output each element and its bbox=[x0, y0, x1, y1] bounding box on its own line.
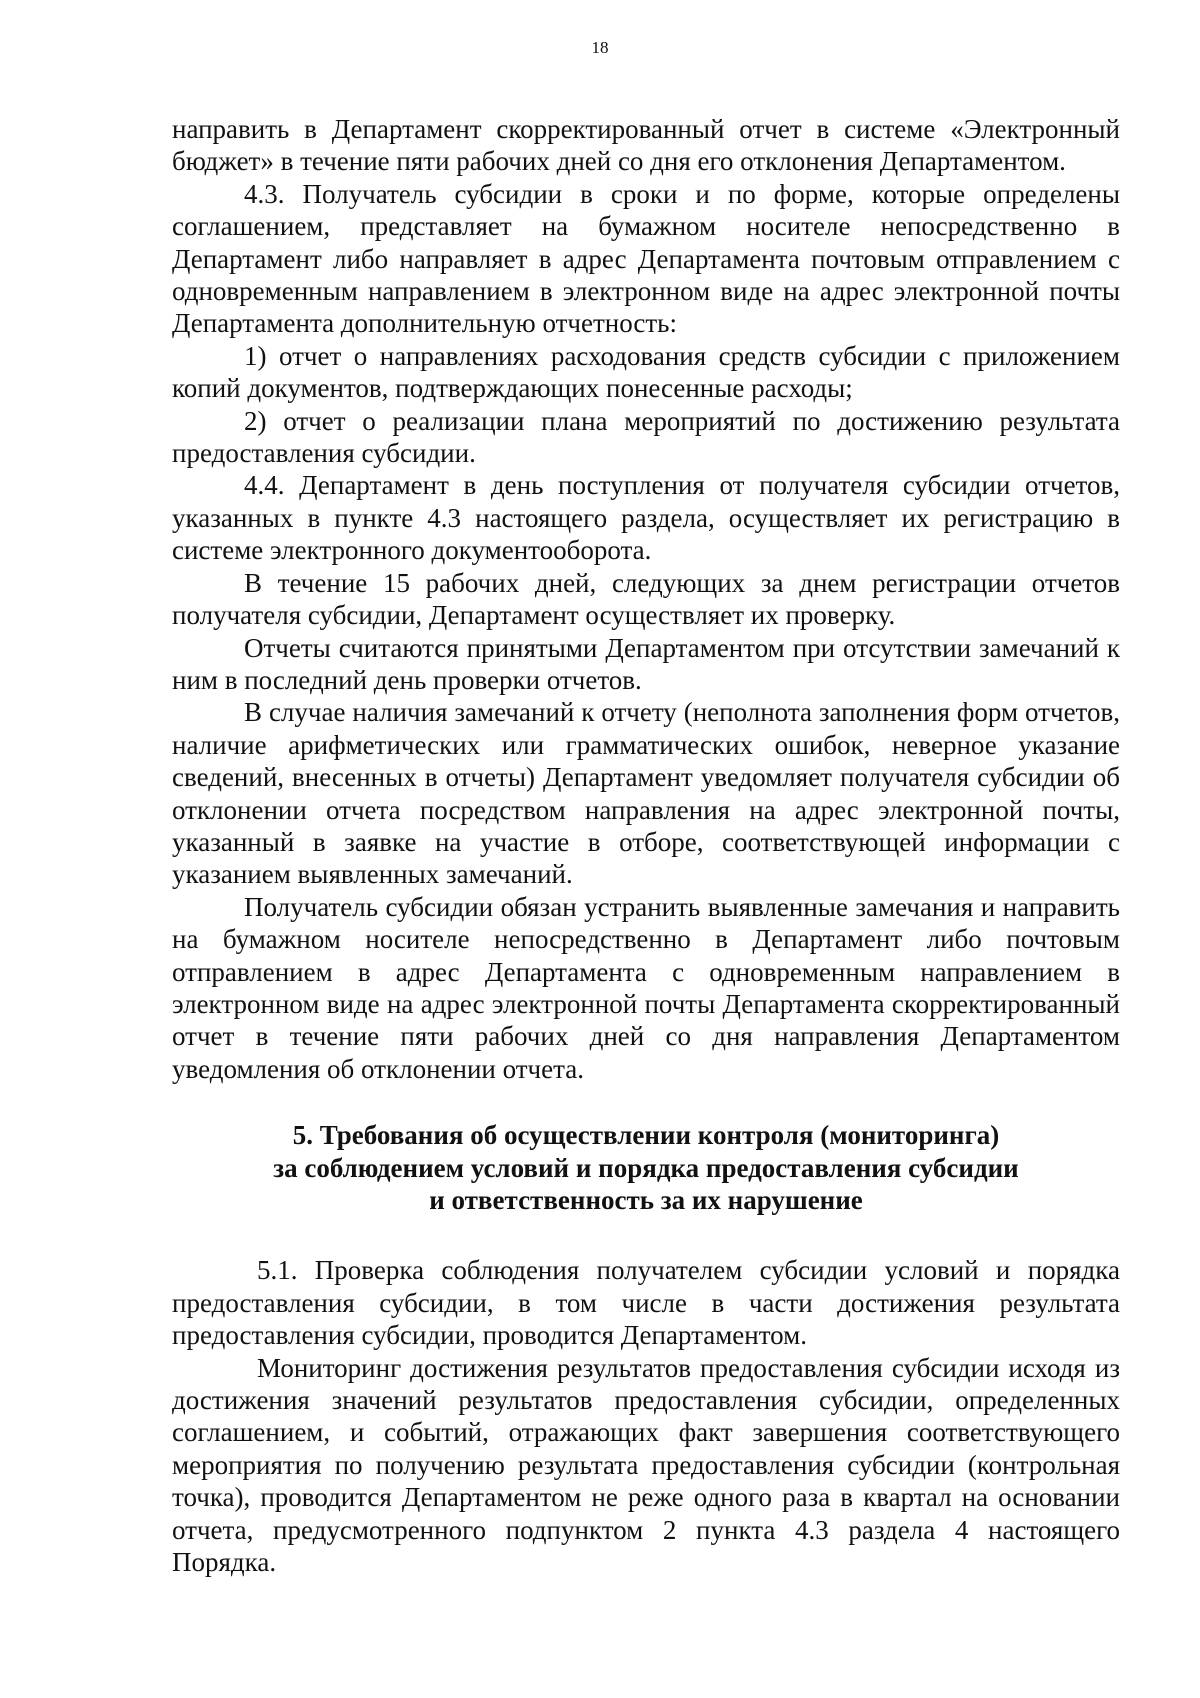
document-body bbox=[172, 113, 1120, 1578]
paragraph-5-1: 5.1. Проверка соблюдения получателем субсидии условий и порядка предоставления субсидии, в том числе в части достижения результата предоставления субсидии, проводится Департаментом. bbox=[172, 1255, 1120, 1351]
paragraph-4-3-item-2: 2) отчет о реализации плана мероприятий по достижению результата предоставления субсидии. bbox=[172, 405, 1120, 469]
paragraph-4-3-item-1: 1) отчет о направлениях расходования средств субсидии с приложением копий документов, подтверждающих понесенные расходы; bbox=[172, 340, 1120, 404]
paragraph-4-4: 4.4. Департамент в день поступления от получателя субсидии отчетов, указанных в пункте 4.3 настоящего раздела, осуществляет их регистрацию в системе электронного документооборота. bbox=[172, 470, 1120, 566]
paragraph-reports-accepted: Отчеты считаются принятыми Департаментом при отсутствии замечаний к ним в последний день проверки отчетов. bbox=[172, 632, 1120, 695]
paragraph-remarks: В случае наличия замечаний к отчету (неполнота заполнения форм отчетов, наличие арифметических или грамматических ошибок, неверное указание сведений, внесенных в отчеты) Департамент уведомляет получателя субсидии об отклонении отчета посредством направления на адрес электронной почты, указанный в заявке на участие в отборе, соответствующей информации с указанием выявленных замечаний. bbox=[172, 697, 1120, 890]
paragraph-review-period: В течение 15 рабочих дней, следующих за днем регистрации отчетов получателя субсидии, Департамент осуществляет их проверку. bbox=[172, 567, 1120, 631]
paragraph-continuation: направить в Департамент скорректированный отчет в системе «Электронный бюджет» в течение пяти рабочих дней со дня его отклонения Департаментом. bbox=[172, 114, 1120, 177]
section-5-heading bbox=[172, 1119, 1120, 1216]
paragraph-monitoring: Мониторинг достижения результатов предоставления субсидии исходя из достижения значений результатов предоставления субсидии, определенных соглашением, и событий, отражающих факт завершения соответствующего мероприятия по получению результата предоставления субсидии (контрольная точка), проводится Департаментом не реже одного раза в квартал на основании отчета, предусмотренного подпунктом 2 пункта 4.3 раздела 4 настоящего Порядка. bbox=[172, 1352, 1120, 1578]
section-heading-line: и ответственность за их нарушение bbox=[429, 1185, 863, 1215]
paragraph-4-3: 4.3. Получатель субсидии в сроки и по форме, которые определены соглашением, представляет на бумажном носителе непосредственно в Департамент либо направляет в адрес Департамента почтовым отправлением с одновременным направлением в электронном виде на адрес электронной почты Департамента дополнительную отчетность: bbox=[172, 178, 1120, 339]
section-heading-line: за соблюдением условий и порядка предоставления субсидии bbox=[273, 1152, 1019, 1183]
page-number: 18 bbox=[591, 38, 609, 57]
paragraph-corrections: Получатель субсидии обязан устранить выявленные замечания и направить на бумажном носителе непосредственно в Департамент либо почтовым отправлением в адрес Департамента с одновременным направлением в электронном виде на адрес электронной почты Департамента скорректированный отчет в течение пяти рабочих дней со дня направления Департаментом уведомления об отклонении отчета. bbox=[172, 891, 1120, 1084]
section-heading-line: 5. Требования об осуществлении контроля (мониторинга) bbox=[292, 1120, 1000, 1151]
